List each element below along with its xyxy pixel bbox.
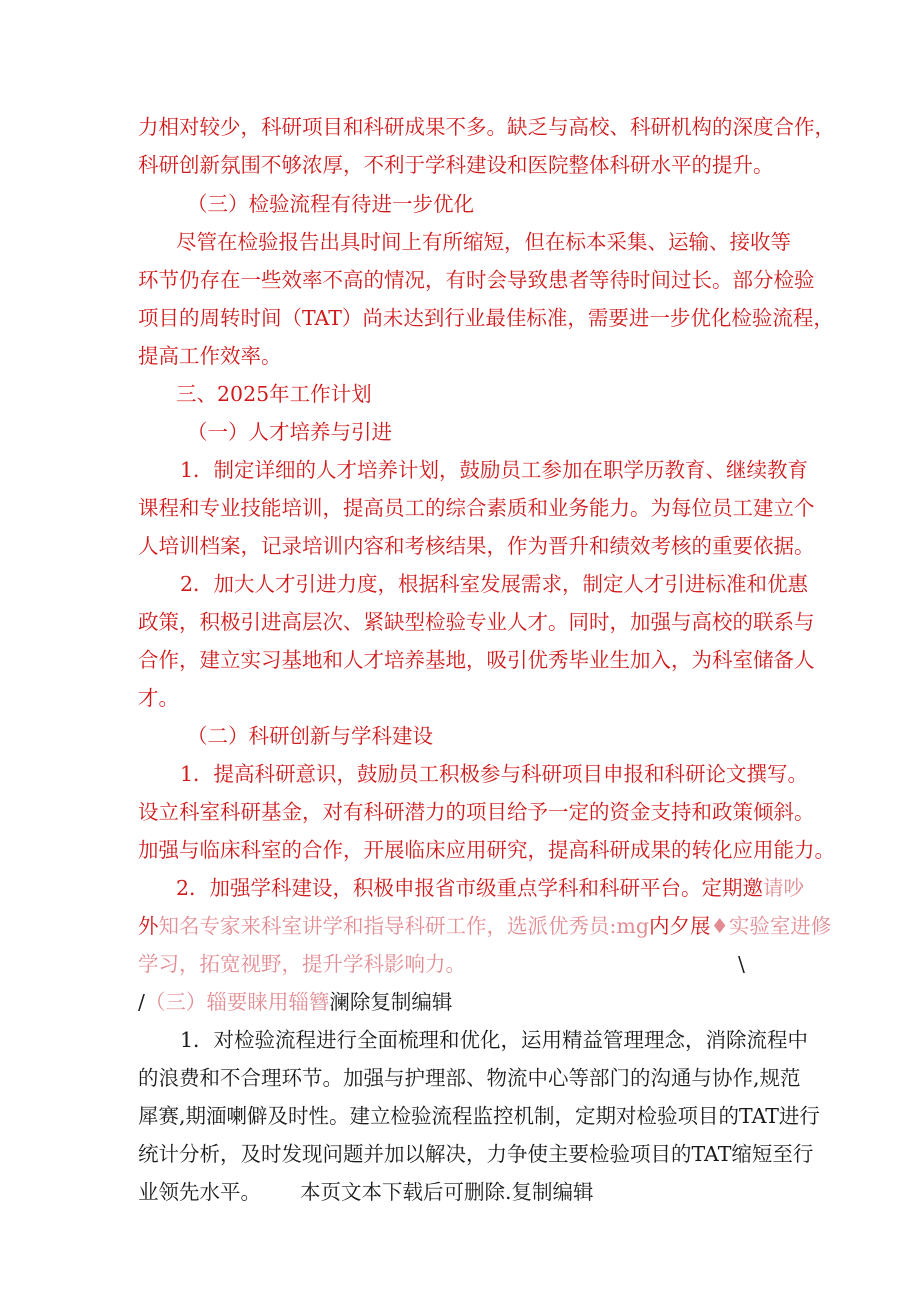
section-heading: （一）人才培养与引进 — [187, 420, 392, 444]
paragraph-line: 环节仍存在一些效率不高的情况，有时会导致患者等待时间过长。部分检验 — [138, 268, 815, 292]
faded-text-run: ♦实验室进修 — [710, 914, 832, 938]
text-run: 2．加强学科建设，积极申报省市级重点学科和科研平台。定期邀 — [176, 876, 764, 900]
paragraph-line: 项目的周转时间（TAT）尚未达到行业最佳标准，需要进一步优化检验流程， — [138, 306, 834, 330]
paragraph-line-mixed — [138, 916, 831, 937]
text-run: 内夕展 — [648, 914, 711, 938]
stray-mark: \ — [738, 952, 745, 976]
watermark-text: 澜除复制编辑 — [329, 990, 453, 1014]
paragraph-line: 尽管在检验报告出具时间上有所缩短，但在标本采集、运输、接收等 — [176, 230, 791, 254]
paragraph-line: 1．制定详细的人才培养计划，鼓励员工参加在职学历教育、继续教育 — [180, 458, 809, 482]
faded-paragraph-line: 学习，拓宽视野，提升学科影响力。 — [138, 952, 466, 976]
paragraph-line-mixed — [176, 878, 804, 899]
paragraph-line: 合作，建立实习基地和人才培养基地，吸引优秀毕业生加入，为科室储备人 — [138, 648, 815, 672]
paragraph-line: 人培训档案，记录培训内容和考核结果，作为晋升和绩效考核的重要依据。 — [138, 534, 815, 558]
paragraph-line: 的浪费和不合理环节。加强与护理部、物流中心等部门的沟通与协作,规范 — [138, 1066, 801, 1090]
paragraph-line: 设立科室科研基金，对有科研潜力的项目给予一定的资金支持和政策倾斜。 — [138, 800, 815, 824]
paragraph-line: 力相对较少，科研项目和科研成果不多。缺乏与高校、科研机构的深度合作， — [138, 115, 835, 139]
paragraph-line: 提高工作效率。 — [138, 344, 282, 368]
section-heading: （三）检验流程有待进一步优化 — [187, 192, 474, 216]
paragraph-line: 才。 — [138, 686, 179, 710]
paragraph-line: 业领先水平。 — [138, 1180, 261, 1204]
faded-heading: （三）辎要睐用辎簪 — [144, 990, 330, 1014]
paragraph-line: 科研创新氛围不够浓厚，不利于学科建设和医院整体科研水平的提升。 — [138, 153, 774, 177]
paragraph-line: 1．对检验流程进行全面梳理和优化，运用精益管理理念，消除流程中 — [180, 1028, 809, 1052]
text-run: 外 — [138, 914, 159, 938]
garbled-heading-line — [138, 992, 452, 1013]
faded-text-run: 请吵 — [763, 876, 805, 900]
faded-text-run: 知名专家来科室讲学和指导科研工作，选派优秀员:mg — [158, 914, 649, 938]
paragraph-line: 课程和专业技能培训，提高员工的综合素质和业务能力。为每位员工建立个 — [138, 496, 815, 520]
chapter-heading: 三、2025年工作计划 — [176, 382, 372, 406]
paragraph-line: 加强与临床科室的合作，开展临床应用研究，提高科研成果的转化应用能力。 — [138, 838, 835, 862]
paragraph-line: 2．加大人才引进力度，根据科室发展需求，制定人才引进标准和优惠 — [180, 572, 809, 596]
paragraph-line: 犀赛,期湎喇僻及时性。建立检验流程监控机制，定期对检验项目的TAT进行 — [138, 1104, 820, 1128]
section-heading: （二）科研创新与学科建设 — [187, 724, 433, 748]
watermark-text: 本页文本下载后可删除.复制编辑 — [300, 1180, 594, 1204]
stray-mark: / — [138, 990, 145, 1014]
paragraph-line: 1．提高科研意识，鼓励员工积极参与科研项目申报和科研论文撰写。 — [180, 762, 809, 786]
paragraph-line: 政策，积极引进高层次、紧缺型检验专业人才。同时，加强与高校的联系与 — [138, 610, 815, 634]
paragraph-line: 统计分析，及时发现问题并加以解决，力争使主要检验项目的TAT缩短至行 — [138, 1142, 814, 1166]
